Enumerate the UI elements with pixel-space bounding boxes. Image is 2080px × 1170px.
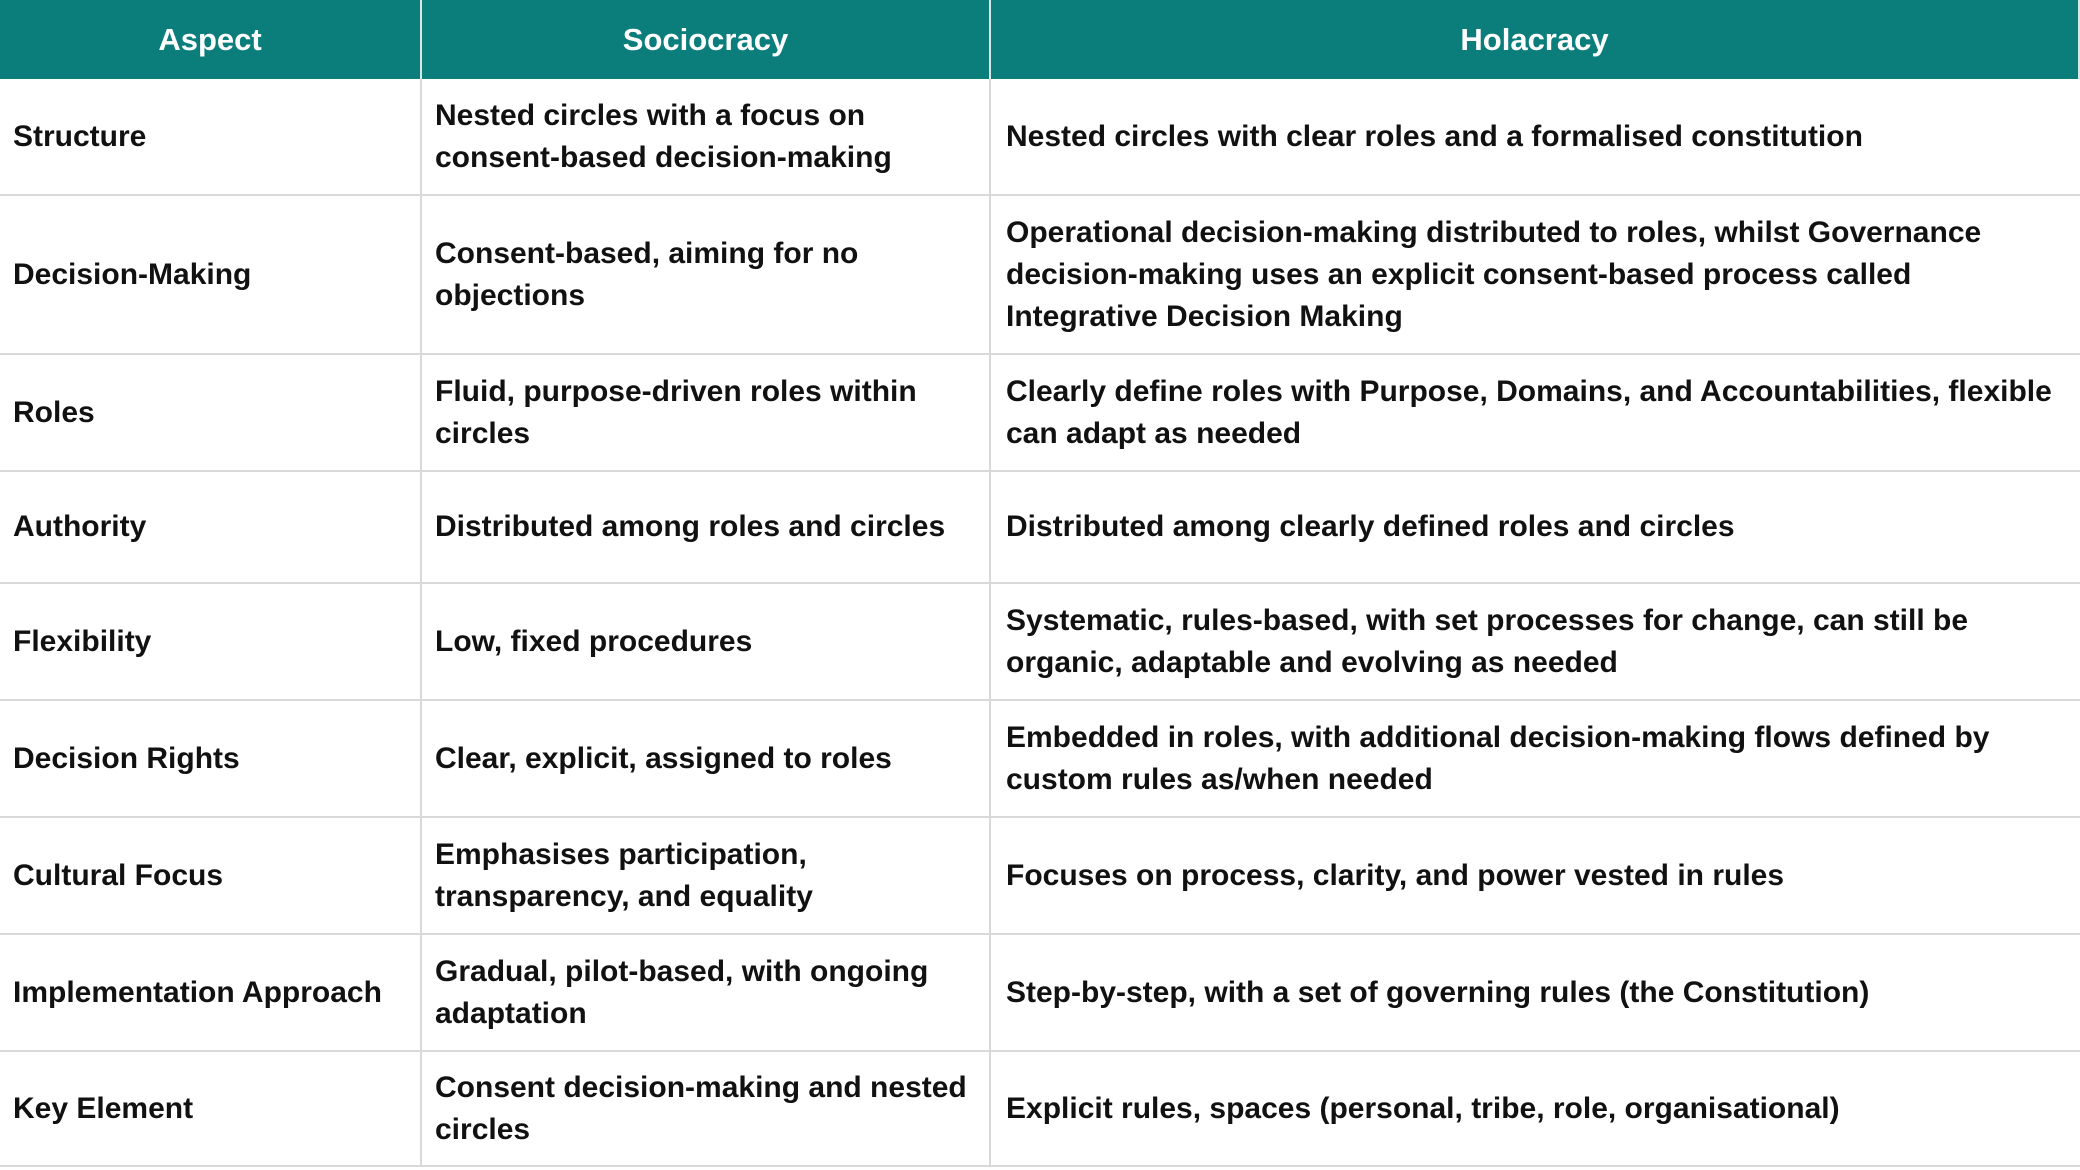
holacracy-cell: Clearly define roles with Purpose, Domains, and Accountabilities, flexible can adapt as needed (991, 355, 2080, 472)
aspect-cell: Authority (0, 472, 422, 584)
holacracy-cell: Explicit rules, spaces (personal, tribe, role, organisational) (991, 1052, 2080, 1167)
holacracy-cell: Systematic, rules-based, with set processes for change, can still be organic, adaptable and evolving as needed (991, 584, 2080, 701)
sociocracy-cell: Fluid, purpose-driven roles within circles (422, 355, 991, 472)
aspect-cell: Decision-Making (0, 196, 422, 355)
holacracy-cell: Operational decision-making distributed to roles, whilst Governance decision-making uses an explicit consent-based process called Integrative Decision Making (991, 196, 2080, 355)
aspect-cell: Roles (0, 355, 422, 472)
sociocracy-cell: Distributed among roles and circles (422, 472, 991, 584)
sociocracy-cell: Low, fixed procedures (422, 584, 991, 701)
holacracy-cell: Embedded in roles, with additional decision-making flows defined by custom rules as/when needed (991, 701, 2080, 818)
sociocracy-cell: Consent-based, aiming for no objections (422, 196, 991, 355)
header-sociocracy: Sociocracy (422, 0, 991, 79)
sociocracy-cell: Gradual, pilot-based, with ongoing adaptation (422, 935, 991, 1052)
sociocracy-cell: Clear, explicit, assigned to roles (422, 701, 991, 818)
sociocracy-cell: Consent decision-making and nested circles (422, 1052, 991, 1167)
aspect-cell: Decision Rights (0, 701, 422, 818)
holacracy-cell: Step-by-step, with a set of governing rules (the Constitution) (991, 935, 2080, 1052)
aspect-cell: Key Element (0, 1052, 422, 1167)
sociocracy-cell: Nested circles with a focus on consent-based decision-making (422, 79, 991, 196)
holacracy-cell: Focuses on process, clarity, and power vested in rules (991, 818, 2080, 935)
holacracy-cell: Nested circles with clear roles and a formalised constitution (991, 79, 2080, 196)
header-aspect: Aspect (0, 0, 422, 79)
aspect-cell: Implementation Approach (0, 935, 422, 1052)
aspect-cell: Flexibility (0, 584, 422, 701)
header-holacracy: Holacracy (991, 0, 2080, 79)
holacracy-cell: Distributed among clearly defined roles and circles (991, 472, 2080, 584)
sociocracy-cell: Emphasises participation, transparency, and equality (422, 818, 991, 935)
aspect-cell: Structure (0, 79, 422, 196)
aspect-cell: Cultural Focus (0, 818, 422, 935)
